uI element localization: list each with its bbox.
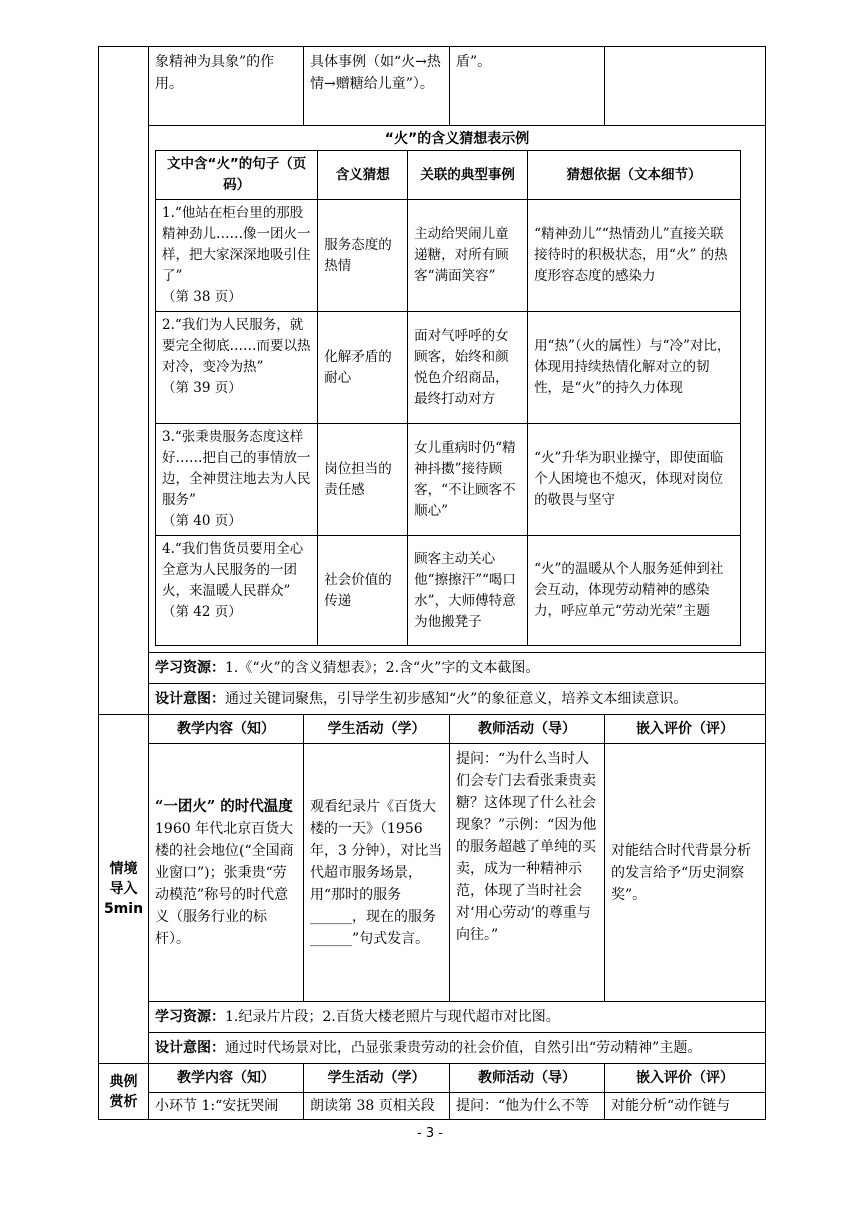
intent-text: 通过关键词聚焦，引导学生初步感知“火”的象征意义，培养文本细读意识。: [225, 691, 688, 707]
guess-table: [155, 150, 741, 646]
resources-row: [99, 1002, 766, 1033]
header-student: 学生活动（学）: [304, 715, 450, 744]
header-eval: 嵌入评价（评）: [605, 1064, 766, 1093]
table-row: [156, 424, 741, 536]
table-row: [156, 536, 741, 646]
continued-row: [99, 47, 766, 126]
section-label-empty: [99, 47, 149, 715]
eval-cell: 对能分析“动作链与: [605, 1093, 766, 1120]
page-ref: （第 39 页）: [162, 380, 242, 396]
teacher-activity: 提问：“为什么当时人们会专门去看张秉贵卖糖？这体现了什么社会现象？”示例：“因为他的服务超越了单纯的买卖，成为一种精神示范，体现了当时社会对‘用心劳动’的尊重与向往。”: [450, 744, 605, 1002]
intent-row: [99, 684, 766, 715]
intro-body-row: [99, 744, 766, 1002]
header-teacher: 教师活动（导）: [450, 1064, 605, 1093]
teacher-cell: 提问：“他为什么不等: [450, 1093, 605, 1120]
example-text: 顾客主动关心他“擦擦汗”“喝口水”，大师傅特意为他搬凳子: [408, 536, 528, 646]
content-cell: 小环节 1:“安抚哭闹: [149, 1093, 304, 1120]
example-text: 面对气呼呼的女顾客，始终和颜悦色介绍商品，最终打动对方: [408, 312, 528, 424]
sentence-text: 2.“我们为人民服务，就要完全彻底……而要以热对冷，变冷为热”: [162, 317, 311, 375]
header-teacher: 教师活动（导）: [450, 715, 605, 744]
example-text: 主动给哭闹儿童递糖，对所有顾客“满面笑容”: [408, 200, 528, 312]
header-content: 教学内容（知）: [149, 715, 304, 744]
meaning-text: 岗位担当的责任感: [318, 424, 408, 536]
intent-label: 设计意图：: [155, 691, 225, 707]
student-activity: 观看纪录片《百货大楼的一天》（1956年，3 分钟），对比当代超市服务场景，用“那时的服务______，现在的服务______”句式发言。: [304, 744, 450, 1002]
sentence-text: 3.“张秉贵服务态度这样好……把自己的事情放一边，全神贯注地去为人民服务”: [162, 429, 311, 508]
basis-text: “精神劲儿”“热情劲儿”直接关联接待时的积极状态，用“火” 的热度形容态度的感染力: [528, 200, 741, 312]
header-sentence: 文中含“火”的句子（页码）: [156, 151, 318, 200]
table-row: [156, 200, 741, 312]
meaning-text: 化解矛盾的耐心: [318, 312, 408, 424]
lesson-plan-table: [98, 46, 766, 1120]
column-header-row: [99, 715, 766, 744]
header-meaning: 含义猜想: [318, 151, 408, 200]
eval-cell: [605, 47, 766, 126]
section-label-intro: 情境 导入 5min: [99, 715, 149, 1064]
basis-text: 用“热”（火的属性）与“冷”对比，体现用持续热情化解对立的韧性，是“火”的持久力体现: [528, 312, 741, 424]
student-cell: 具体事例（如“火→热情→赠糖给儿童”）。: [304, 47, 450, 126]
guess-table-header: [156, 151, 741, 200]
meaning-text: 社会价值的传递: [318, 536, 408, 646]
header-student: 学生活动（学）: [304, 1064, 450, 1093]
resources-row: [99, 653, 766, 684]
example-text: 女儿重病时仍“精神抖擞”接待顾客，“不让顾客不顺心”: [408, 424, 528, 536]
resources-text: 1.《“火”的含义猜想表》；2.含“火”字的文本截图。: [225, 660, 540, 676]
intent-label: 设计意图：: [155, 1040, 225, 1056]
teacher-cell: 盾”。: [450, 47, 605, 126]
page-ref: （第 40 页）: [162, 513, 242, 529]
sentence-text: 4.“我们售货员要用全心全意为人民服务的一团火，来温暖人民群众”: [162, 541, 304, 599]
content-body: 1960 年代北京百货大楼的社会地位(“全国商业窗口”)；张秉贵“劳动模范”称号的时代意义（服务行业的标杆）。: [155, 820, 294, 947]
resources-label: 学习资源：: [155, 660, 225, 676]
meaning-text: 服务态度的热情: [318, 200, 408, 312]
guess-table-row: [99, 126, 766, 653]
intent-text: 通过时代场景对比，凸显张秉贵劳动的社会价值，自然引出“劳动精神”主题。: [225, 1040, 702, 1056]
header-example: 关联的典型事例: [408, 151, 528, 200]
column-header-row: [99, 1064, 766, 1093]
resources-text: 1.纪录片片段；2.百货大楼老照片与现代超市对比图。: [225, 1009, 560, 1025]
table-row: [156, 312, 741, 424]
intent-row: [99, 1033, 766, 1064]
embedded-eval: 对能结合时代背景分析的发言给予“历史洞察奖”。: [605, 744, 766, 1002]
page-ref: （第 42 页）: [162, 604, 242, 620]
student-cell: 朗读第 38 页相关段: [304, 1093, 450, 1120]
sentence-text: 1.“他站在柜台里的那股精神劲儿……像一团火一样，把大家深深地吸引住了”: [162, 205, 311, 284]
page-ref: （第 38 页）: [162, 289, 242, 305]
header-content: 教学内容（知）: [149, 1064, 304, 1093]
section-label-case: 典例 赏析: [99, 1064, 149, 1120]
case-body-row: [99, 1093, 766, 1120]
header-basis: 猜想依据（文本细节）: [528, 151, 741, 200]
basis-text: “火”升华为职业操守，即使面临个人困境也不熄灭，体现对岗位的敬畏与坚守: [528, 424, 741, 536]
content-title: “一团火” 的时代温度: [155, 797, 293, 815]
page-number: - 3 -: [417, 1126, 443, 1141]
basis-text: “火”的温暖从个人服务延伸到社会互动，体现劳动精神的感染力，呼应单元“劳动光荣”主题: [528, 536, 741, 646]
guess-table-title: “火”的含义猜想表示例: [384, 131, 530, 147]
header-eval: 嵌入评价（评）: [605, 715, 766, 744]
resources-label: 学习资源：: [155, 1009, 225, 1025]
content-cell: 象精神为具象”的作用。: [149, 47, 304, 126]
